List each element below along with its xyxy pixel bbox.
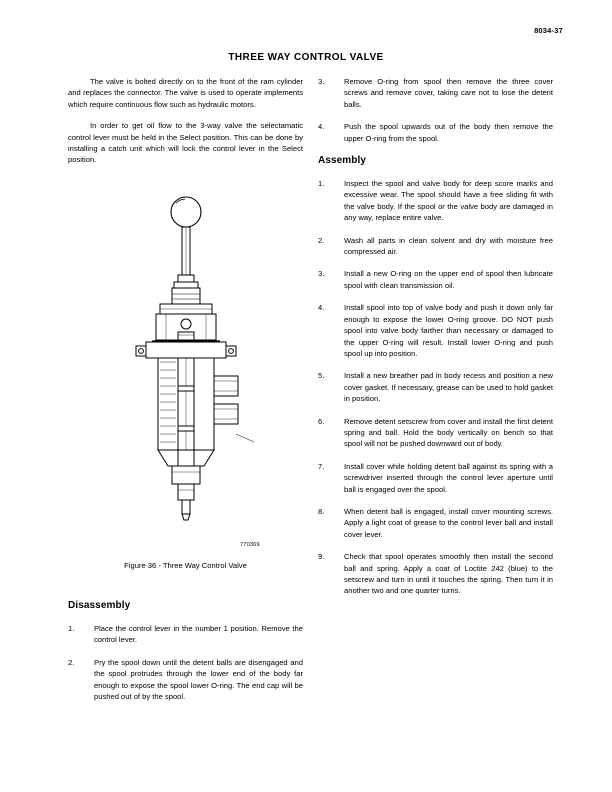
list-item bbox=[318, 370, 553, 404]
page-title: THREE WAY CONTROL VALVE bbox=[228, 52, 384, 63]
step-number: 1. bbox=[68, 624, 75, 633]
list-item bbox=[318, 506, 553, 540]
disassembly-section bbox=[68, 600, 303, 713]
list-item bbox=[318, 461, 553, 495]
step-number: 1. bbox=[318, 179, 325, 189]
lower-o-ring-shape bbox=[178, 426, 194, 431]
step-number: 4. bbox=[318, 303, 325, 313]
step-text: Inspect the spool and valve body for deep score marks and excessive wear. The spool should have a free sliding fit with the valve body. If the spool or the valve body are damaged in any way, replace entire valve. bbox=[344, 179, 553, 223]
disassembly-heading: Disassembly bbox=[68, 600, 131, 611]
list-item bbox=[68, 623, 303, 646]
step-text: Wash all parts in clean solvent and dry with moisture free compressed air. bbox=[344, 235, 553, 257]
list-item bbox=[318, 416, 553, 450]
step-number: 8. bbox=[318, 506, 325, 516]
step-number: 2. bbox=[68, 657, 75, 667]
list-item bbox=[318, 121, 553, 144]
step-number: 3. bbox=[318, 77, 325, 86]
figure-three-way-control-valve bbox=[68, 190, 303, 570]
step-text: Place the control lever in the number 1 position. Remove the control lever. bbox=[94, 624, 303, 645]
step-text: Remove detent setscrew from cover and install the first detent spring and ball. Hold the body vertically on bench so that spool will not be pushed downward out of body. bbox=[344, 416, 553, 449]
port-boss-shape bbox=[214, 376, 238, 396]
step-number: 6. bbox=[318, 416, 325, 426]
list-item bbox=[318, 76, 553, 110]
step-text: Push the spool upwards out of the body then remove the upper O-ring from the spool. bbox=[344, 122, 553, 143]
valve-cross-section-drawing bbox=[86, 190, 286, 540]
list-item bbox=[318, 178, 553, 224]
figure-caption: Figure 36 - Three Way Control Valve bbox=[124, 561, 247, 570]
lever-knob-shape bbox=[171, 197, 201, 227]
list-item bbox=[318, 235, 553, 258]
upper-o-ring-shape bbox=[178, 386, 194, 391]
step-text: When detent ball is engaged, install cover mounting screws. Apply a light coat of grease to the control lever ball and install cover lever. bbox=[344, 506, 553, 539]
assembly-heading: Assembly bbox=[318, 155, 367, 167]
list-item bbox=[68, 657, 303, 703]
step-text: Install spool into top of valve body and push it down only far enough to expose the lower O-ring groove. DO NOT push spool into valve body farther than necessary or damaged to the upper O-ring will result. Install lower O-ring and push spool up into position. bbox=[344, 303, 553, 358]
right-column bbox=[318, 76, 553, 608]
detent-ball-shape bbox=[181, 319, 191, 329]
valve-body-flange-shape bbox=[146, 342, 226, 358]
intro-paragraph-2: In order to get oil flow to the 3-way valve the selectamatic control lever must be held in the Select position. This can be done by installing a catch unit which will lock the control lever in the Select position. bbox=[68, 121, 303, 165]
step-number: 9. bbox=[318, 552, 325, 562]
list-item bbox=[318, 302, 553, 359]
end-cap-shape bbox=[178, 484, 194, 500]
step-text: Pry the spool down until the detent balls are disengaged and the spool protrudes through the lower end of the body far enough to expose the spool lower O-ring. The end cap will be pushed out of by the spool. bbox=[94, 657, 303, 702]
step-text: Check that spool operates smoothly then install the second ball and spring. Apply a coat of Loctite 242 (blue) to the setscrew and turn in until it touches the spring. Then turn it in another two and one quarter turns. bbox=[344, 552, 553, 596]
step-number: 2. bbox=[318, 235, 325, 245]
list-item bbox=[318, 268, 553, 291]
page-number: 8034-37 bbox=[534, 26, 563, 35]
step-text: Install a new breather pad in body recess and position a new cover gasket. If necessary, grease can be used to hold gasket in position. bbox=[344, 371, 553, 404]
step-number: 5. bbox=[318, 371, 325, 381]
step-text: Remove O-ring from spool then remove the three cover screws and remove cover, taking care not to lose the detent balls. bbox=[344, 77, 553, 109]
step-number: 3. bbox=[318, 269, 325, 279]
left-column bbox=[68, 76, 303, 176]
step-number: 7. bbox=[318, 461, 325, 471]
step-text: Install a new O-ring on the upper end of spool then lubricate spool with clean transmission oil. bbox=[344, 269, 553, 290]
figure-drawing-code: 770369 bbox=[240, 542, 260, 548]
intro-paragraph-1: The valve is bolted directly on to the front of the ram cylinder and replaces the connector. The valve is used to operate implements which require continuous flow such as hydraulic motors. bbox=[68, 77, 303, 109]
list-item bbox=[318, 551, 553, 597]
step-text: Install cover while holding detent ball against its spring with a screwdriver inserted through the control lever aperture until ball is engaged over the spool. bbox=[344, 461, 553, 494]
step-number: 4. bbox=[318, 122, 325, 132]
